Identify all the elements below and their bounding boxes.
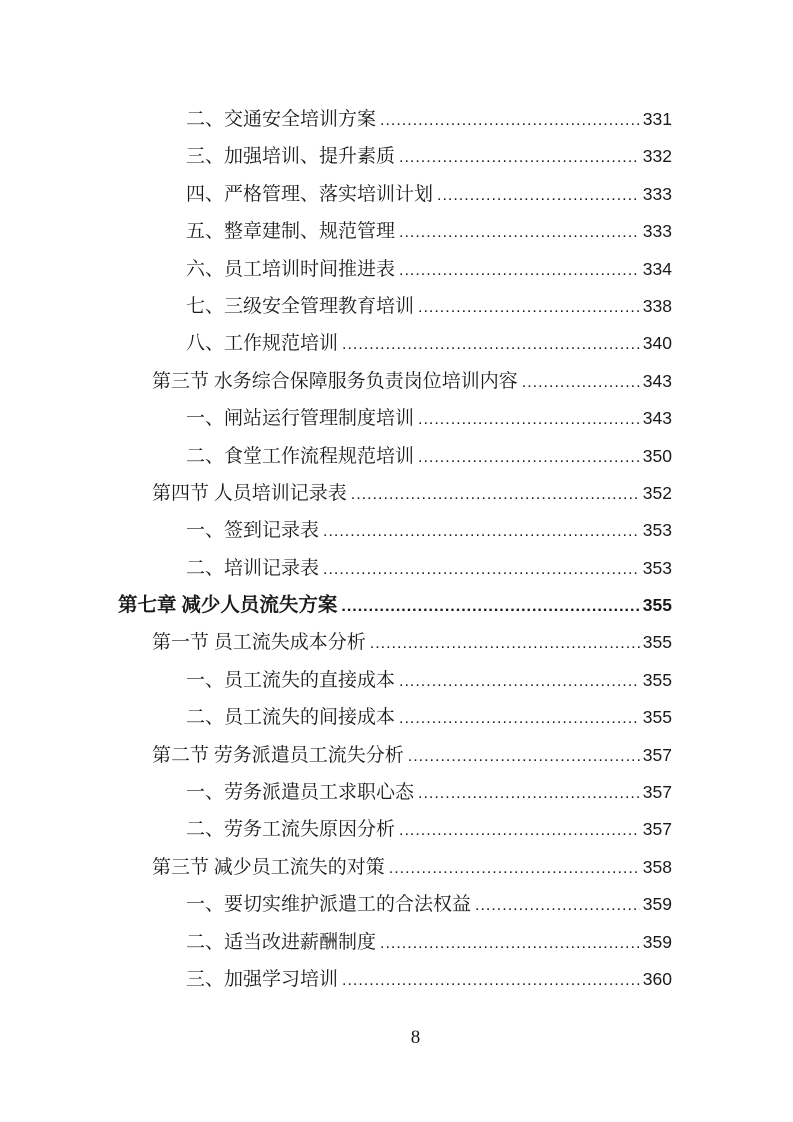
toc-leader-dots: [399, 252, 640, 289]
toc-entry-label: 一、员工流失的直接成本: [186, 669, 396, 691]
toc-entry-page: 360: [642, 968, 672, 989]
toc-leader-dots: [380, 925, 640, 962]
toc-entry-label: 八、工作规范培训: [186, 333, 339, 355]
toc-entry[interactable]: [118, 512, 672, 549]
toc-entry-page: 331: [642, 109, 672, 129]
toc-entry-label: 六、员工培训时间推进表: [186, 258, 396, 280]
toc-entry-label: 七、三级安全管理教育培训: [186, 295, 415, 317]
toc-leader-dots: [418, 401, 640, 438]
toc-entry-page: 332: [642, 146, 672, 167]
toc-entry-label: 三、加强学习培训: [186, 968, 339, 990]
toc-leader-dots: [399, 812, 640, 849]
toc-leader-dots: [418, 289, 640, 326]
toc-entry[interactable]: [118, 138, 672, 175]
toc-entry-label: 第七章 减少人员流失方案: [118, 595, 338, 617]
toc-entry-page: 343: [642, 408, 672, 429]
toc-entry-page: 355: [642, 632, 672, 653]
toc-leader-dots: [399, 139, 640, 176]
toc-entry-page: 334: [642, 258, 672, 279]
toc-leader-dots: [399, 214, 640, 251]
toc-leader-dots: [342, 962, 640, 999]
toc-entry[interactable]: [118, 475, 672, 512]
toc-entry[interactable]: [118, 624, 672, 661]
toc-entry-page: 357: [642, 782, 672, 803]
toc-entry-label: 一、签到记录表: [186, 520, 320, 542]
toc-leader-dots: [418, 439, 640, 476]
toc-entry[interactable]: [118, 101, 672, 138]
toc-entry-page: 352: [642, 482, 672, 503]
toc-entry-label: 二、培训记录表: [186, 557, 320, 579]
toc-entry[interactable]: [118, 176, 672, 213]
toc-leader-dots: [418, 775, 640, 812]
toc-entry[interactable]: [118, 438, 672, 475]
toc-entry-page: 359: [642, 894, 672, 915]
toc-entry[interactable]: [118, 288, 672, 325]
toc-leader-dots: [323, 551, 640, 588]
toc-entry[interactable]: [118, 886, 672, 923]
toc-entry-page: 338: [642, 295, 672, 316]
toc-leader-dots: [389, 850, 640, 887]
toc-leader-dots: [399, 663, 640, 700]
toc-entry[interactable]: [118, 811, 672, 848]
toc-entry[interactable]: [118, 961, 672, 998]
toc-entry-label: 三、加强培训、提升素质: [186, 146, 396, 168]
toc-entry-label: 第四节 人员培训记录表: [152, 482, 347, 504]
toc-entry-label: 二、食堂工作流程规范培训: [186, 445, 415, 467]
toc-entry-page: 343: [642, 370, 672, 391]
toc-leader-dots: [408, 738, 640, 775]
toc-entry-label: 第三节 水务综合保障服务负责岗位培训内容: [152, 370, 518, 392]
toc-leader-dots: [323, 513, 640, 550]
toc-entry-page: 333: [642, 183, 672, 204]
toc-entry-label: 二、适当改进薪酬制度: [186, 931, 377, 953]
toc-entry[interactable]: [118, 400, 672, 437]
toc-leader-dots: [399, 700, 640, 737]
toc-entry[interactable]: [118, 662, 672, 699]
toc-entry[interactable]: [118, 774, 672, 811]
toc-entry[interactable]: [118, 699, 672, 736]
toc-entry-page: 353: [642, 557, 672, 578]
toc-entry-label: 第一节 员工流失成本分析: [152, 632, 366, 654]
toc-entry-page: 357: [642, 819, 672, 840]
toc-leader-dots: [342, 326, 640, 363]
toc-entry-label: 第二节 劳务派遣员工流失分析: [152, 744, 404, 766]
toc-entry-label: 四、严格管理、落实培训计划: [186, 183, 434, 205]
toc-entry[interactable]: [118, 587, 672, 624]
toc-leader-dots: [522, 364, 640, 401]
toc-entry-page: 340: [642, 333, 672, 354]
toc-entry-label: 一、闸站运行管理制度培训: [186, 408, 415, 430]
toc-entry[interactable]: [118, 924, 672, 961]
toc-entry-label: 五、整章建制、规范管理: [186, 221, 396, 243]
toc-entry-label: 二、员工流失的间接成本: [186, 707, 396, 729]
toc-leader-dots: [475, 887, 640, 924]
toc-leader-dots: [341, 588, 639, 625]
toc-entry[interactable]: [118, 550, 672, 587]
page-footer: [0, 1026, 793, 1050]
toc-entry-label: 第三节 减少员工流失的对策: [152, 856, 385, 878]
toc-entry-label: 一、劳务派遣员工求职心态: [186, 782, 415, 804]
table-of-contents: [118, 101, 672, 998]
toc-leader-dots: [380, 102, 640, 139]
toc-entry[interactable]: [118, 325, 672, 362]
toc-leader-dots: [370, 625, 640, 662]
toc-entry-page: 358: [642, 856, 672, 877]
toc-entry-label: 二、交通安全培训方案: [186, 109, 377, 130]
toc-leader-dots: [437, 177, 640, 214]
toc-entry[interactable]: [118, 251, 672, 288]
toc-entry[interactable]: [118, 849, 672, 886]
toc-entry-label: 二、劳务工流失原因分析: [186, 819, 396, 841]
toc-entry[interactable]: [118, 363, 672, 400]
toc-leader-dots: [351, 476, 640, 513]
toc-entry-page: 333: [642, 221, 672, 242]
toc-entry-page: 355: [642, 669, 672, 690]
page-number: 8: [410, 1027, 421, 1048]
toc-entry-page: 359: [642, 931, 672, 952]
toc-entry[interactable]: [118, 213, 672, 250]
toc-entry[interactable]: [118, 737, 672, 774]
toc-entry-label: 一、要切实维护派遣工的合法权益: [186, 894, 472, 916]
toc-entry-page: 355: [642, 707, 672, 728]
toc-entry-page: 357: [642, 744, 672, 765]
toc-entry-page: 350: [642, 445, 672, 466]
toc-entry-page: 353: [642, 520, 672, 541]
toc-entry-page: 355: [642, 595, 672, 616]
